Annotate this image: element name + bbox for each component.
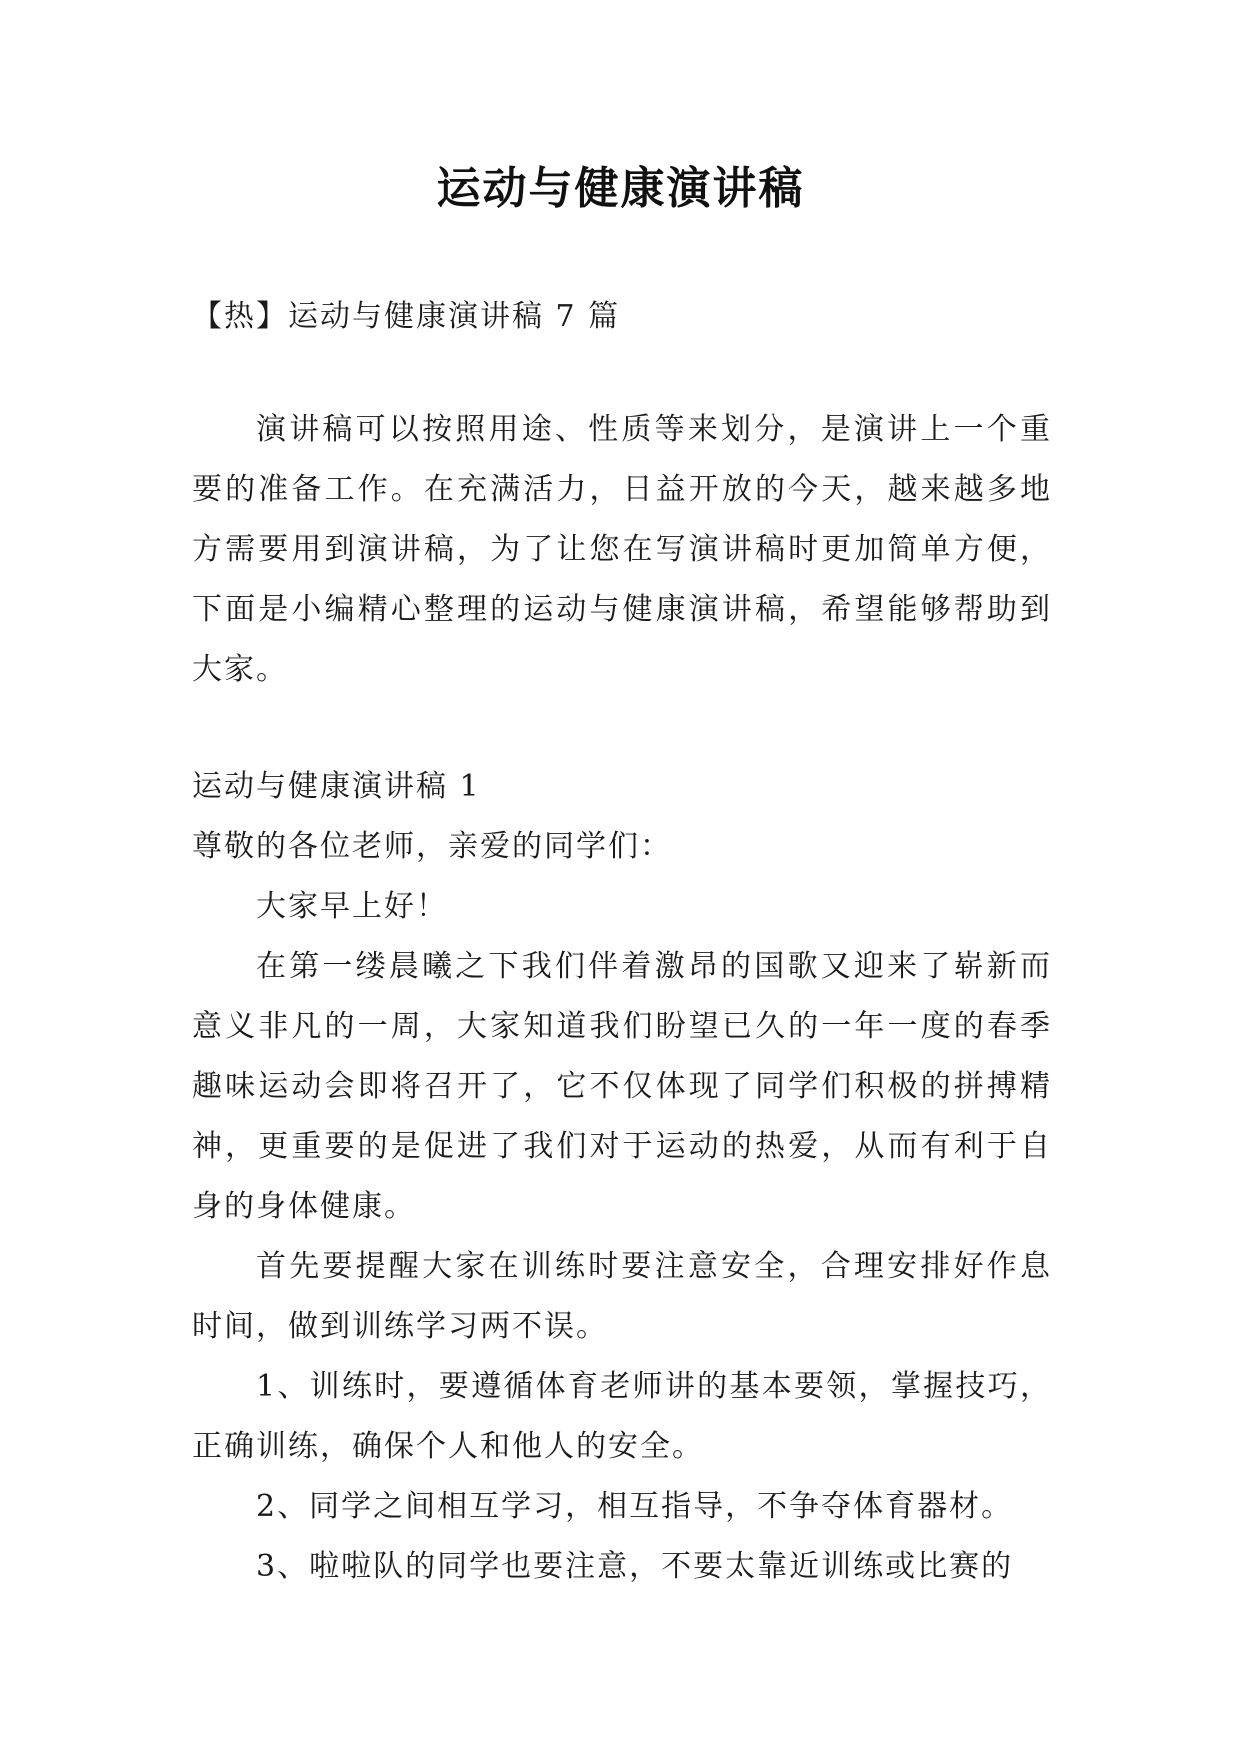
body-paragraph: 在第一缕晨曦之下我们伴着激昂的国歌又迎来了崭新而意义非凡的一周，大家知道我们盼望已久的一年一度的春季趣味运动会即将召开了，它不仅体现了同学们积极的拼搏精神，更重要的是促进了我们对于运动的热爱，从而有利于自身的身体健康。 [192,949,1052,1224]
list-item: 1、训练时，要遵循体育老师讲的基本要领，掌握技巧，正确训练，确保个人和他人的安全。 [192,1369,1052,1464]
subtitle-block [192,287,1052,347]
intro-block [192,400,1052,700]
section-heading: 运动与健康演讲稿 1 [192,769,481,804]
greeting: 大家早上好！ [256,889,448,924]
document-title: 运动与健康演讲稿 [436,163,805,214]
salutation: 尊敬的各位老师，亲爱的同学们： [192,829,672,864]
list-item: 3、啦啦队的同学也要注意，不要太靠近训练或比赛的 [256,1549,1014,1584]
intro-paragraph: 演讲稿可以按照用途、性质等来划分，是演讲上一个重要的准备工作。在充满活力，日益开放的今天，越来越多地方需要用到演讲稿，为了让您在写演讲稿时更加简单方便，下面是小编精心整理的运动与健康演讲稿，希望能够帮助到大家。 [192,412,1052,687]
document-subtitle: 【热】运动与健康演讲稿 7 篇 [192,299,621,334]
list-item: 2、同学之间相互学习，相互指导，不争夺体育器材。 [256,1489,1014,1524]
speech-body [192,757,1052,1597]
body-paragraph: 首先要提醒大家在训练时要注意安全，合理安排好作息时间，做到训练学习两不误。 [192,1249,1052,1344]
